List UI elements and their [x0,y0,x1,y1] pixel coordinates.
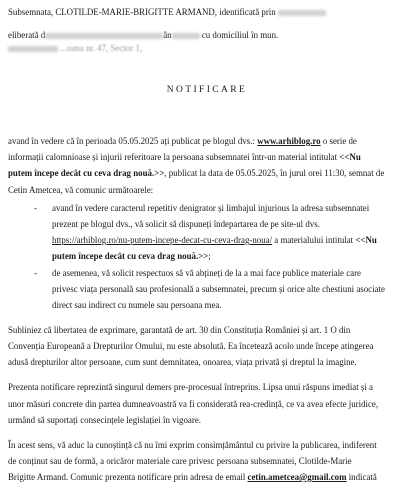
para-4-line-1: În acest sens, vă aduc la cunoștință că nu îmi exprim consimțământul cu privire la publicarea, indiferent [8,440,377,450]
redacted-block [8,46,58,52]
bullet-text: ; [208,251,211,261]
para-4-line-2: de conținut sau de formă, a oricăror materiale care privesc persoana subsemnatei, Clotilde-Marie [8,456,352,466]
article-url-link[interactable]: https://arhiblog.ro/nu-putem-incepe-decat-cu-ceva-drag-noua/ [52,235,273,245]
redacted-block [45,33,163,39]
bullet-2-line-1: de asemenea, vă solicit respectuos să vă abțineți de la a mai face publice materiale care [52,268,361,278]
para-3-line-3: urmând să suportați consecințele legislației în vigoare. [8,415,201,425]
header-identity-text: Subsemnata, CLOTILDE-MARIE-BRIGITTE ARMAND, identificată prin [8,7,276,17]
header-issued-mid: ân [163,30,172,40]
redacted-block [172,33,200,39]
blog-link[interactable]: www.arhiblog.ro [257,136,321,146]
para-text: Brigitte Armand. Comunic prezenta notificare prin adresa de email [8,472,248,482]
bullet-2-line-3: direct sau indirect cu numele sau persoana mea. [52,300,222,310]
header-line-1 [8,7,326,18]
para-4-line-3 [8,472,377,483]
redacted-block [278,10,326,16]
bullet-dash: - [34,268,37,278]
bullet-1-line-1: avand în vedere caracterul repetitiv denigrator și limbajul injurious la adresa subsemnatei [52,203,370,213]
intro-text: o serie de [320,136,357,146]
bullet-1-line-4 [52,251,211,262]
header-issued-text: eliberată d [8,30,46,40]
header-address-text: ...oana nr. 47, Sector 1, [60,43,143,53]
header-domicile-text: cu domiciliul în mun. [201,30,279,40]
intro-text: informații calomnioase și injurii referitoare la persoana subsemnatei într-un material intitulat [8,152,340,162]
para-2-line-1: Subliniez că libertatea de exprimare, garantată de art. 30 din Constituția României și art. 1 O din [8,325,351,335]
intro-line-1 [8,136,357,147]
document-title: NOTIFICARE [166,85,248,95]
article-title-bold: putem începe decât cu ceva drag nouă.>> [52,251,209,261]
intro-text: Cetin Ametcea, vă comunic următoarele: [8,185,154,195]
para-2-line-3: adusă drepturilor altor persoane, cum sunt demnitatea, onoarea, viața privată și dreptul la imagine. [8,357,357,367]
para-2-line-2: Convenția Europeană a Drepturilor Omului, nu este absolută. Ea încetează acolo unde începe atingerea [8,341,374,351]
bullet-dash: - [34,203,37,213]
intro-line-2 [8,152,361,163]
intro-text: , publicat la data de 05.05.2025, în jurul orei 11:30, semnat de [164,168,385,178]
email-link[interactable]: cetin.ametcea@gmail.com [247,472,347,482]
article-title-bold: <<Nu [339,152,361,162]
article-title-bold: <<Nu [355,235,377,245]
bullet-2-line-2: privesc viața personală sau profesională a subsemnatei, precum și orice alte chestiuni asociate [52,284,385,294]
intro-line-3 [8,168,384,179]
bullet-text: a materialului intitulat [272,235,356,245]
intro-text: avand în vedere că în perioada 05.05.2025 ați publicat pe blogul dvs.: [8,136,258,146]
para-text: indicată [346,472,377,482]
intro-line-4 [8,185,153,196]
bullet-1-line-3 [52,235,377,246]
article-title-bold: putem începe decât cu ceva drag nouă.>> [8,168,165,178]
para-3-line-2: unor măsuri concrete din partea dumneavoastră va fi considerată rea-credință, ce va avea efecte juridice, [8,399,379,409]
bullet-1-line-2: prezent pe blogul dvs., vă solicit să dispuneți îndepartarea de pe site-ul dvs. [52,219,320,229]
para-3-line-1: Prezenta notificare reprezintă singurul demers pre-procesual întreprins. Lipsa unui răspuns imediat și a [8,382,373,392]
header-line-3 [8,43,142,54]
header-line-2 [8,30,278,41]
